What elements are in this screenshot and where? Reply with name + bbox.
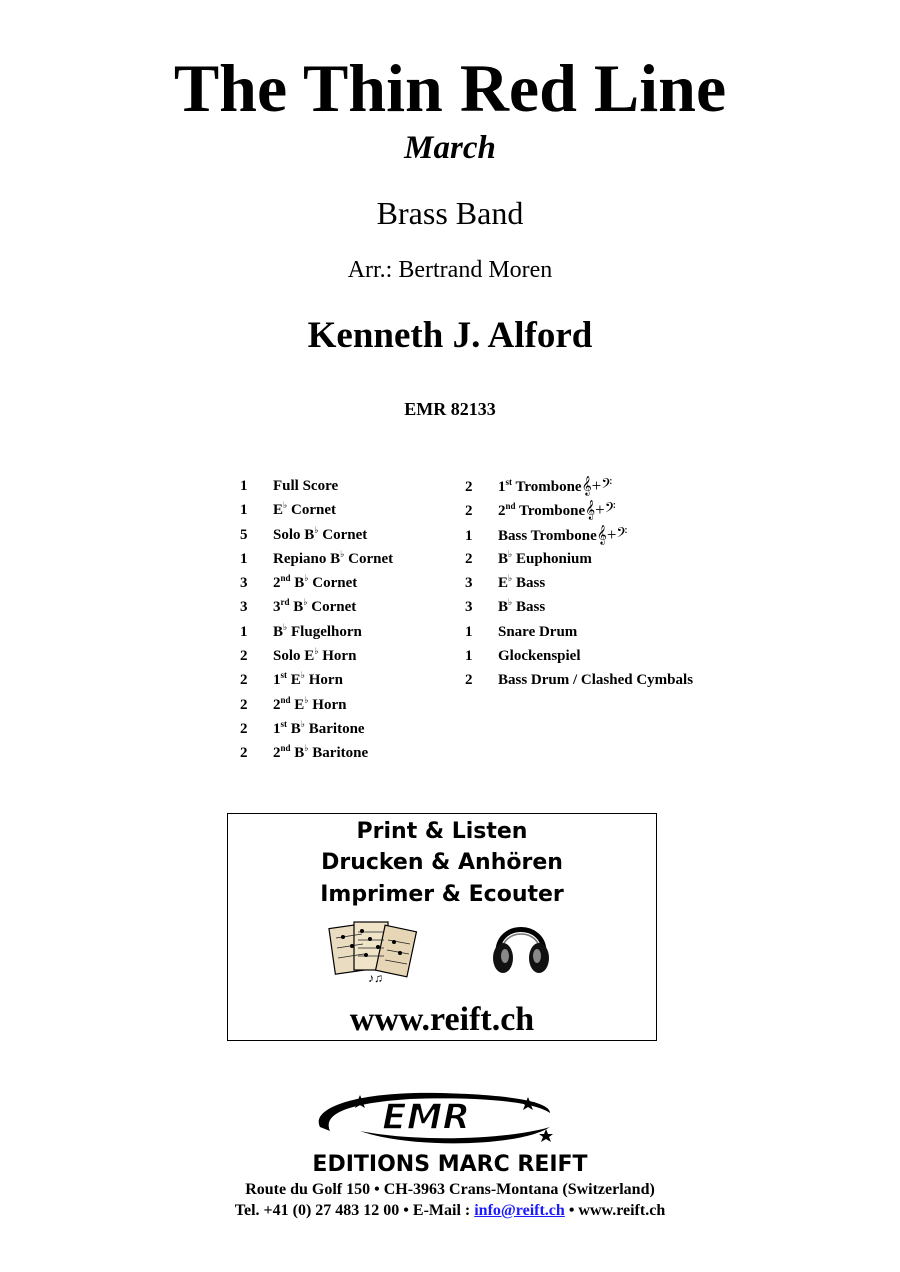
part-text: Horn (308, 696, 347, 713)
part-text: Bass (512, 599, 546, 616)
part-text: Trombone (515, 503, 586, 520)
part-text: Repiano B (273, 550, 341, 567)
print-listen-box (227, 813, 657, 1041)
part-text: Cornet (308, 575, 358, 592)
part-text: nd (280, 694, 291, 705)
part-text: nd (505, 501, 516, 512)
flat-sign: ♭ (340, 548, 345, 559)
promo-line-3: Imprimer & Ecouter (320, 882, 564, 907)
part-text: Bass (512, 575, 546, 592)
part-quantity: 3 (240, 575, 248, 592)
clef-icon: 𝄞+𝄢 (585, 500, 616, 520)
part-row (240, 547, 460, 571)
publisher-name: EDITIONS MARC REIFT (312, 1152, 588, 1177)
part-quantity: 1 (240, 623, 248, 640)
part-text: B (289, 599, 304, 616)
part-name (273, 478, 338, 494)
parts-list-left (240, 474, 460, 766)
part-name (273, 745, 368, 761)
part-name (273, 648, 356, 664)
part-text: Glockenspiel (498, 648, 581, 665)
part-text: Euphonium (512, 550, 592, 567)
ensemble: Brass Band (376, 195, 524, 231)
flat-sign: ♭ (304, 573, 309, 584)
part-quantity: 2 (240, 720, 248, 737)
composer: Kenneth J. Alford (307, 315, 593, 356)
part-name (498, 500, 616, 520)
clef-icon: 𝄞+𝄢 (581, 476, 613, 495)
part-name (273, 599, 356, 615)
part-row (240, 620, 460, 644)
arranger: Arr.: Bertrand Moren (347, 257, 553, 283)
part-text: Horn (305, 672, 343, 689)
part-text: Bass Drum / Clashed Cymbals (498, 672, 694, 689)
part-text: B (498, 550, 509, 567)
part-row (465, 498, 765, 522)
star-icon (521, 1097, 535, 1110)
part-text: Flugelhorn (287, 623, 362, 640)
page-title: The Thin Red Line (173, 50, 727, 126)
contact-website: • www.reift.ch (564, 1202, 666, 1219)
part-text: B (498, 599, 509, 616)
part-text: st (505, 477, 512, 487)
part-row (240, 644, 460, 668)
part-text: 2 (273, 696, 281, 713)
part-quantity: 1 (240, 550, 248, 567)
part-quantity: 2 (465, 550, 473, 567)
part-quantity: 1 (465, 527, 473, 544)
part-text: B (290, 575, 305, 592)
flat-sign: ♭ (508, 548, 513, 559)
part-name (273, 575, 357, 591)
part-text: E (273, 502, 284, 519)
part-text: B (273, 623, 284, 640)
parts-list-right (465, 474, 765, 693)
part-name (498, 524, 628, 544)
part-quantity: 5 (240, 526, 248, 543)
part-quantity: 2 (465, 503, 473, 520)
part-quantity: 3 (465, 575, 473, 592)
part-quantity: 1 (465, 648, 473, 665)
flat-sign: ♭ (314, 524, 319, 535)
part-name (498, 672, 693, 688)
part-text: Full Score (273, 478, 339, 494)
part-text: 2 (273, 745, 281, 762)
music-note-icon: ♪♫ (368, 971, 383, 984)
part-text: Bass Trombone (498, 527, 597, 544)
part-row (240, 498, 460, 522)
part-text: Trombone (512, 479, 582, 495)
part-text: 1 (498, 479, 506, 495)
part-row (240, 741, 460, 765)
part-row (240, 523, 460, 547)
part-text: 3 (273, 599, 281, 616)
part-text: Solo E (273, 648, 315, 665)
catalog-number: EMR 82133 (404, 399, 496, 419)
part-text: Horn (318, 648, 357, 665)
part-text: Cornet (307, 599, 357, 616)
part-quantity: 1 (240, 478, 248, 494)
part-quantity: 2 (240, 648, 248, 665)
promo-line-1: Print & Listen (356, 819, 528, 844)
flat-sign: ♭ (508, 573, 513, 584)
part-name (498, 624, 577, 640)
part-text: rd (280, 597, 290, 608)
part-row (465, 571, 765, 595)
part-name (273, 718, 365, 737)
part-row (465, 547, 765, 571)
part-text: Cornet (344, 550, 394, 567)
part-quantity: 2 (465, 672, 473, 689)
part-text: nd (280, 573, 291, 584)
promo-url: www.reift.ch (349, 1001, 535, 1038)
flat-sign: ♭ (303, 597, 308, 608)
part-text: Baritone (305, 720, 365, 737)
part-row (465, 474, 765, 498)
clef-icon: 𝄞+𝄢 (596, 524, 628, 544)
part-text: st (280, 670, 287, 681)
part-text: 2 (273, 575, 281, 592)
publisher-address: Route du Golf 150 • CH-3963 Crans-Montana (Switzerland) (245, 1181, 655, 1198)
flat-sign: ♭ (283, 500, 288, 511)
part-quantity: 3 (240, 599, 248, 616)
part-row (465, 668, 765, 692)
part-quantity: 1 (465, 623, 473, 640)
part-text: 1 (273, 672, 281, 689)
part-quantity: 2 (240, 745, 248, 762)
flat-sign: ♭ (300, 718, 306, 729)
part-row (465, 523, 765, 547)
part-name (273, 548, 394, 567)
part-name (273, 524, 368, 543)
part-name (498, 476, 613, 495)
part-name (498, 575, 545, 591)
part-name (273, 672, 343, 688)
part-name (498, 548, 592, 567)
promo-line-2: Drucken & Anhören (321, 850, 563, 875)
part-quantity: 2 (465, 479, 473, 495)
part-row (240, 595, 460, 619)
part-row (240, 717, 460, 741)
part-text: B (287, 720, 301, 737)
flat-sign: ♭ (300, 670, 306, 681)
part-row (465, 595, 765, 619)
contact-phone: Tel. +41 (0) 27 483 12 00 • E-Mail : (234, 1202, 475, 1219)
part-quantity: 2 (240, 672, 248, 689)
part-text: st (280, 718, 287, 729)
publisher-contact (0, 1201, 900, 1221)
part-row (465, 620, 765, 644)
part-text: Baritone (308, 745, 369, 762)
part-name (273, 621, 362, 640)
part-row (240, 474, 460, 498)
flat-sign: ♭ (304, 694, 309, 705)
part-text: 2 (498, 503, 506, 520)
emr-logo (300, 1087, 600, 1149)
part-quantity: 2 (240, 696, 248, 713)
part-name (273, 694, 347, 713)
part-row (240, 571, 460, 595)
part-row (240, 668, 460, 692)
part-row (240, 693, 460, 717)
part-name (498, 599, 545, 615)
email-link[interactable]: info@reift.ch (474, 1202, 565, 1219)
part-text: E (287, 672, 301, 689)
subtitle: March (404, 130, 496, 166)
part-row (465, 644, 765, 668)
part-text: Cornet (287, 502, 337, 519)
headphones-icon (490, 912, 552, 978)
logo-text: EMR (382, 1097, 471, 1138)
part-text: Solo B (273, 526, 315, 543)
part-name (273, 502, 336, 518)
flat-sign: ♭ (304, 743, 309, 754)
part-quantity: 1 (240, 502, 248, 519)
sheet-music-icon (328, 918, 422, 984)
flat-sign: ♭ (283, 621, 288, 632)
part-text: 1 (273, 720, 281, 737)
part-text: Snare Drum (498, 623, 578, 640)
part-text: E (498, 575, 509, 592)
part-name (498, 648, 581, 664)
part-text: E (290, 696, 305, 713)
part-text: B (290, 745, 305, 762)
part-text: Cornet (318, 526, 368, 543)
flat-sign: ♭ (314, 646, 319, 657)
flat-sign: ♭ (508, 597, 513, 608)
part-text: nd (280, 743, 291, 754)
part-quantity: 3 (465, 599, 473, 616)
